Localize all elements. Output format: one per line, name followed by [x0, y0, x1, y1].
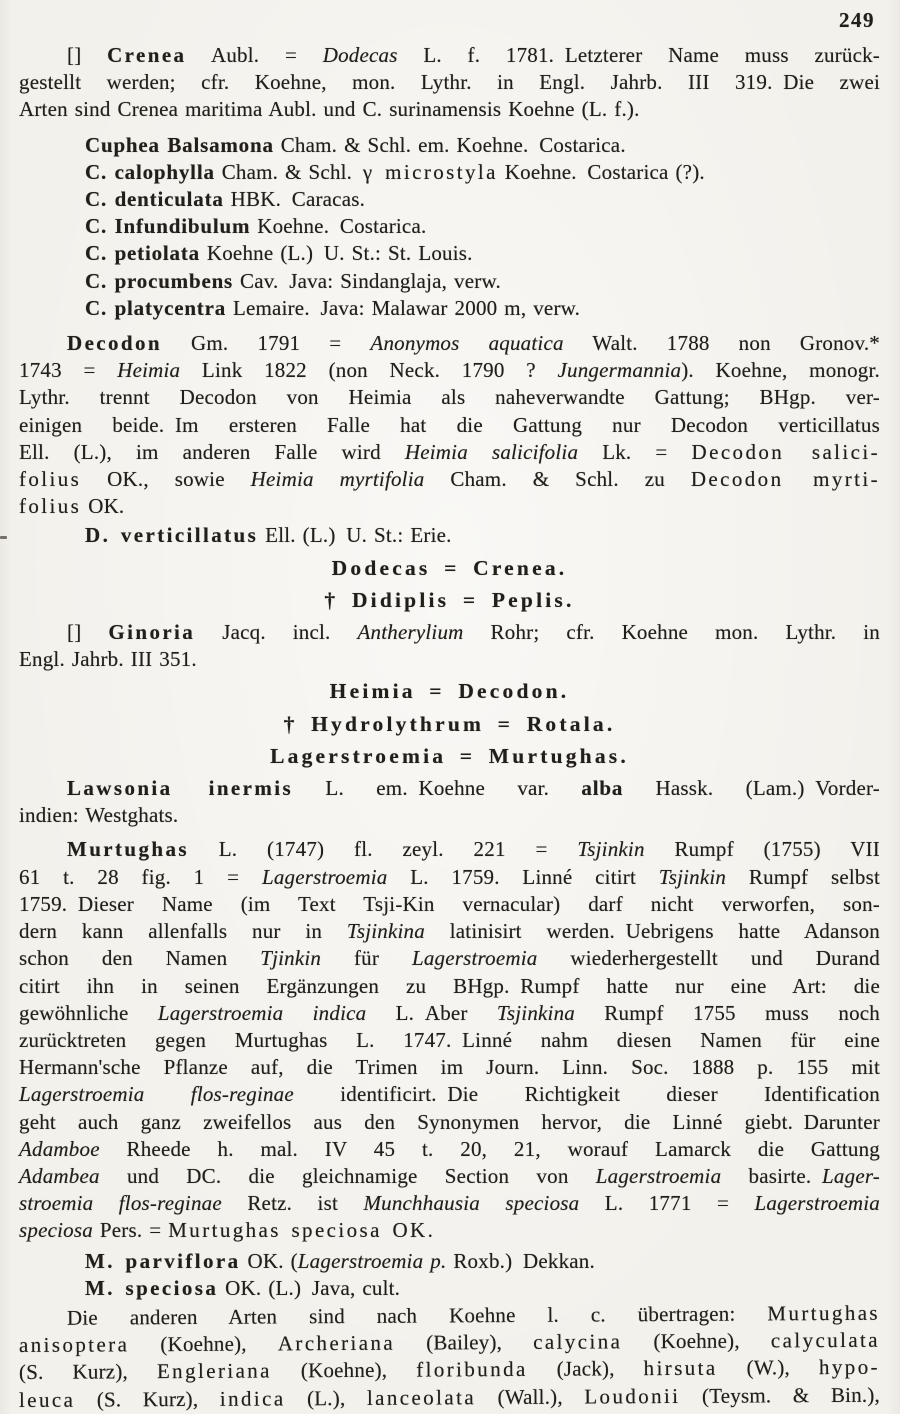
- text-segment: stroemia flos-reginae: [19, 1191, 222, 1216]
- para-ginoria-line-2: [19, 646, 880, 673]
- para-decodon-line-4: [19, 412, 880, 439]
- text-segment: Rumpf 1755 muss noch: [574, 1000, 880, 1025]
- text-segment: Heimia salicifolia: [404, 439, 579, 464]
- text-segment: Walt. 1788 non Gronov.*: [563, 331, 880, 356]
- text-segment: Gm. 1791 =: [161, 331, 371, 356]
- para-murtughas-line-9: [19, 1054, 880, 1081]
- text-segment: M. speciosa: [85, 1275, 219, 1300]
- text-segment: C. denticulata: [85, 187, 224, 212]
- para-crenea-line-1: [19, 42, 880, 69]
- text-segment: Jacq. incl.: [195, 620, 358, 645]
- species-c-petiolata: [19, 240, 880, 267]
- text-segment: Tsjinkina: [346, 919, 425, 944]
- text-segment: Loudonii: [584, 1383, 681, 1409]
- text-segment: Adamboe: [19, 1136, 100, 1161]
- text-segment: geht auch ganz zweifellos aus den Synonymen hervor, die Linné giebt. Darunter: [19, 1109, 880, 1134]
- text-segment: Lawsonia inermis: [67, 776, 294, 801]
- text-segment: alba: [581, 776, 624, 801]
- heading-lagerstroemia-murtughas: [19, 743, 880, 770]
- para-crenea-line-2: [19, 69, 880, 96]
- text-segment: (Koehne),: [271, 1357, 417, 1383]
- text-segment: Koehne (L.) U. St.: St. Louis.: [199, 241, 473, 266]
- text-segment: OK. (L.) Java, cult.: [218, 1275, 401, 1300]
- text-segment: OK.: [81, 494, 125, 519]
- text-segment: 1759. Dieser Name (im Text Tsji-Kin vernacular) darf nicht verworfen, son-: [19, 891, 880, 916]
- text-segment: Heimia: [117, 358, 181, 383]
- text-segment: calyculata: [770, 1327, 881, 1353]
- text-segment: C. calophylla: [85, 159, 215, 184]
- text-segment: Die anderen Arten sind nach Koehne l. c. übertragen:: [66, 1301, 768, 1330]
- text-segment: L. em. Koehne var.: [293, 776, 582, 801]
- para-murtughas-line-14: [19, 1190, 880, 1217]
- text-segment: (Teysm. & Bin.),: [680, 1382, 881, 1408]
- text-segment: C. petiolata: [85, 241, 200, 266]
- text-segment: (S. Kurz),: [75, 1386, 220, 1412]
- text-segment: indien: Westghats.: [19, 803, 179, 828]
- text-segment: Lagerstroemia: [595, 1163, 722, 1188]
- text-segment: speciosa: [19, 1218, 93, 1243]
- text-segment: Lagerstroemia p.: [297, 1248, 447, 1273]
- text-segment: Lagerstroemia: [261, 864, 388, 889]
- para-murtughas-line-2: [19, 864, 880, 891]
- text-segment: und DC. die gleichnamige Section von: [99, 1163, 596, 1188]
- text-segment: (Jack),: [527, 1356, 644, 1382]
- text-segment: † Hydrolythrum = Rotala.: [283, 711, 616, 736]
- text-segment: hypo-: [818, 1355, 881, 1380]
- para-murtughas-line-10: [19, 1081, 880, 1108]
- text-segment: identificirt. Die Richtigkeit dieser Identification: [293, 1082, 880, 1107]
- text-segment: Lager-: [822, 1163, 880, 1188]
- text-segment: L. f. 1781. Letzterer Name muss zurück-: [397, 43, 880, 67]
- text-segment: folius: [19, 467, 82, 492]
- text-segment: C. procumbens: [85, 268, 234, 293]
- text-segment: Retz. ist: [221, 1191, 364, 1216]
- species-m-parviflora: [19, 1248, 880, 1275]
- text-segment: Lemaire. Java: Malawar 2000 m, verw.: [226, 295, 581, 320]
- para-murtughas-line-12: [19, 1136, 880, 1163]
- text-segment: Murtughas speciosa OK.: [168, 1218, 436, 1243]
- para-decodon-line-3: [19, 384, 880, 411]
- text-segment: Crenea: [107, 43, 187, 67]
- text-segment: Lagerstroemia = Murtughas.: [270, 743, 629, 768]
- species-c-infundibulum: [19, 213, 880, 240]
- text-segment: Rumpf (1755) VII: [644, 837, 880, 862]
- para-decodon-line-7: [19, 493, 880, 520]
- text-segment: Engl. Jahrb. III 351.: [19, 647, 197, 672]
- text-segment: Rheede h. mal. IV 45 t. 20, 21, worauf Lamarck die Gattung: [99, 1136, 880, 1161]
- text-segment: Lythr. trennt Decodon von Heimia als naheverwandte Gattung; BHgp. ver-: [19, 385, 880, 410]
- text-segment: anisoptera: [18, 1332, 130, 1358]
- para-decodon-line-6: [19, 466, 880, 493]
- para-murtughas-line-4: [19, 918, 880, 945]
- text-segment: Koehne. Costarica.: [250, 214, 427, 239]
- text-segment: Decodon: [67, 331, 162, 356]
- text-segment: Hassk. (Lam.) Vorder-: [623, 776, 880, 801]
- text-segment: Tsjinkin: [577, 837, 645, 862]
- text-segment: Tsjinkin: [658, 864, 727, 889]
- para-lawsonia-line-2: [19, 802, 880, 829]
- text-segment: Decodon myrti-: [690, 467, 880, 492]
- text-segment: []: [67, 43, 108, 67]
- heading-hydrolythrum-rotala: [19, 711, 880, 738]
- text-segment: Tjinkin: [260, 946, 322, 971]
- para-murtughas-line-7: [19, 1000, 880, 1027]
- text-segment: L. 1771 =: [579, 1191, 755, 1216]
- heading-heimia-decodon: [19, 678, 880, 705]
- text-segment: Lagerstroemia indica: [157, 1000, 367, 1025]
- species-c-denticulata: [19, 186, 880, 213]
- text-segment: Engleriana: [156, 1358, 272, 1384]
- text-segment: zurücktreten gegen Murtughas L. 1747. Linné nahm diesen Namen für eine: [19, 1027, 880, 1052]
- text-segment: gewöhnliche: [19, 1000, 158, 1025]
- text-segment: indica: [219, 1385, 286, 1411]
- para-murtughas-line-1: [19, 836, 880, 863]
- species-d-verticillatus: [19, 522, 880, 549]
- text-segment: lanceolata: [366, 1384, 477, 1410]
- text-segment: Antherylium: [357, 620, 464, 645]
- text-segment: (Koehne),: [622, 1328, 771, 1354]
- species-cuphea-balsamona: [19, 132, 880, 159]
- text-segment: Murtughas: [67, 837, 189, 862]
- text-segment: C. Infundibulum: [85, 214, 251, 239]
- text-segment: Dodecas = Crenea.: [331, 555, 568, 580]
- text-segment: einigen beide. Im ersteren Falle hat die Gattung nur Decodon verticillatus: [19, 412, 880, 437]
- text-segment: Heimia = Decodon.: [329, 679, 570, 704]
- text-segment: Lk. =: [578, 439, 692, 464]
- page-number: 249: [839, 8, 875, 32]
- text-segment: Adambea: [19, 1163, 100, 1188]
- text-segment: Pers. =: [92, 1218, 169, 1243]
- para-murtughas-line-3: [19, 891, 880, 918]
- text-segment: calycina: [533, 1329, 623, 1354]
- text-segment: Lagerstroemia: [411, 946, 538, 971]
- text-segment: L. Aber: [366, 1000, 497, 1025]
- para-murtughas-line-6: [19, 973, 880, 1000]
- text-segment: Cham. & Schl.: [214, 159, 363, 184]
- para-decodon-line-1: [19, 330, 880, 357]
- para-ginoria-line-1: [19, 619, 880, 646]
- text-segment: Ginoria: [108, 620, 196, 645]
- text-segment: Cav. Java: Sindanglaja, verw.: [233, 268, 501, 293]
- text-segment: latinisirt werden. Uebrigens hatte Adanson: [424, 919, 880, 944]
- text-segment: OK., sowie: [81, 467, 251, 492]
- species-m-speciosa: [19, 1275, 880, 1302]
- text-segment: Cham. & Schl. zu: [424, 467, 691, 492]
- text-segment: Ell. (L.) U. St.: Erie.: [258, 523, 452, 548]
- text-segment: schon den Namen: [19, 946, 261, 971]
- text-segment: Arten sind Crenea maritima Aubl. und C. surinamensis Koehne (L. f.).: [19, 97, 640, 122]
- text-segment: citirt ihn in seinen Ergänzungen zu BHgp. Rumpf hatte nur eine Art: die: [19, 973, 880, 998]
- para-murtughas-line-15: [19, 1217, 880, 1244]
- text-segment: Ell. (L.), im anderen Falle wird: [19, 439, 405, 464]
- text-segment: HBK. Caracas.: [223, 187, 366, 212]
- text-segment: wiederhergestellt und Durand: [537, 946, 880, 971]
- text-segment: leuca: [18, 1387, 76, 1412]
- text-segment: Tsjinkina: [496, 1000, 575, 1025]
- text-segment: Lagerstroemia: [754, 1191, 880, 1216]
- text-segment: Rohr; cfr. Koehne mon. Lythr. in: [463, 620, 880, 645]
- text-segment: † Didiplis = Peplis.: [324, 587, 575, 612]
- text-segment: floribunda: [416, 1357, 528, 1382]
- species-c-calophylla: [19, 159, 880, 186]
- scan-artifact-mark: [0, 536, 7, 539]
- para-decodon-line-5: [19, 439, 880, 466]
- text-segment: (L.),: [285, 1385, 367, 1410]
- species-c-platycentra: [19, 295, 880, 322]
- text-segment: (Bailey),: [395, 1329, 534, 1355]
- text-segment: 1743 =: [19, 358, 118, 383]
- text-segment: Aubl. =: [186, 43, 323, 67]
- text-segment: ). Koehne, monogr.: [681, 358, 880, 383]
- para-murtughas-line-13: [19, 1163, 880, 1190]
- para-murtughas-line-8: [19, 1027, 880, 1054]
- text-segment: (W.),: [717, 1355, 820, 1381]
- para-final-line-4: [19, 1381, 880, 1413]
- heading-dodecas-crenea: [19, 555, 880, 582]
- text-segment: hirsuta: [643, 1356, 718, 1381]
- text-segment: Roxb.) Dekkan.: [446, 1248, 595, 1273]
- para-murtughas-line-5: [19, 945, 880, 972]
- text-segment: Murtughas: [767, 1300, 881, 1326]
- text-segment: Hermann'sche Pflanze auf, die Trimen im Journ. Linn. Soc. 1888 p. 155 mit: [19, 1055, 880, 1080]
- text-column: [19, 42, 880, 1414]
- text-segment: Link 1822 (non Neck. 1790 ?: [180, 358, 558, 383]
- text-segment: Cham. & Schl. em. Koehne. Costarica.: [273, 132, 626, 157]
- text-segment: Heimia myrtifolia: [250, 467, 425, 492]
- text-segment: für: [321, 946, 412, 971]
- text-segment: folius: [19, 494, 82, 519]
- text-segment: L. 1759. Linné citirt: [387, 864, 659, 889]
- para-murtughas-line-11: [19, 1109, 880, 1136]
- text-segment: Decodon salici-: [691, 439, 880, 464]
- text-segment: Rumpf selbst: [726, 864, 880, 889]
- text-segment: Dodecas: [322, 43, 398, 67]
- species-c-procumbens: [19, 268, 880, 295]
- text-segment: C. platycentra: [85, 295, 227, 320]
- text-segment: basirte.: [721, 1163, 823, 1188]
- text-segment: Koehne. Costarica (?).: [497, 159, 705, 184]
- text-segment: M. parviflora: [85, 1248, 241, 1273]
- text-segment: (S. Kurz),: [18, 1359, 157, 1385]
- text-segment: Lagerstroemia flos-reginae: [19, 1082, 294, 1107]
- text-segment: (Wall.),: [475, 1384, 585, 1409]
- text-segment: (Koehne),: [129, 1331, 278, 1357]
- text-segment: γ microstyla: [362, 159, 498, 184]
- text-segment: OK. (: [240, 1248, 298, 1273]
- text-segment: Anonymos aquatica: [370, 331, 564, 356]
- text-segment: 61 t. 28 fig. 1 =: [19, 864, 262, 889]
- para-lawsonia-line-1: [19, 775, 880, 802]
- text-segment: L. (1747) fl. zeyl. 221 =: [188, 837, 578, 862]
- text-segment: D. verticillatus: [85, 523, 259, 548]
- text-segment: Archeriana: [277, 1330, 396, 1356]
- text-segment: gestellt werden; cfr. Koehne, mon. Lythr. in Engl. Jahrb. III 319. Die zwei: [19, 70, 880, 95]
- heading-didiplis-peplis: [19, 587, 880, 614]
- text-segment: Munchhausia speciosa: [363, 1191, 580, 1216]
- text-segment: Jungermannia: [557, 358, 682, 383]
- text-segment: Cuphea Balsamona: [85, 132, 274, 157]
- text-segment: dern kann allenfalls nur in: [19, 919, 347, 944]
- para-crenea-line-3: [19, 96, 880, 123]
- text-segment: []: [67, 620, 109, 645]
- para-decodon-line-2: [19, 357, 880, 384]
